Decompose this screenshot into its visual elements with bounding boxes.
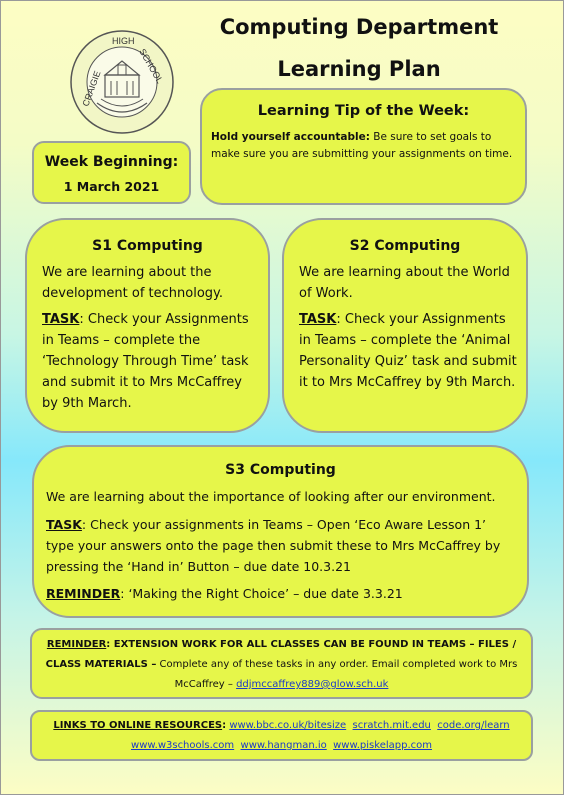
extension-reminder-box [30, 628, 533, 699]
s1-task-text: : Check your Assignments in Teams – complete the ‘Technology Through Time’ task and submit it to Mrs McCaffrey by 9th March. [42, 312, 249, 411]
learning-tip-heading: Learning Tip of the Week: [257, 103, 470, 119]
link-scratch[interactable]: scratch.mit.edu [352, 720, 431, 731]
learning-tip-body: Be sure to set goals to make sure you are submitting your assignments on time. [211, 131, 513, 160]
extension-reminder-text [40, 635, 523, 695]
s2-intro: We are learning about the World of Work. [299, 265, 510, 301]
s2-task [299, 309, 518, 393]
s1-intro: We are learning about the development of technology. [42, 265, 224, 301]
online-resources-box [30, 710, 533, 761]
learning-tip-box [200, 88, 527, 205]
link-piskelapp[interactable]: www.piskelapp.com [333, 740, 432, 751]
s2-heading: S2 Computing [349, 238, 461, 254]
extension-reminder-caps: : EXTENSION WORK FOR ALL CLASSES CAN BE FOUND IN TEAMS – FILES / CLASS MATERIALS – [45, 639, 517, 670]
crest-text-top: HIGH [112, 36, 135, 46]
s3-reminder-text: : ‘Making the Right Choice’ – due date 3.3.21 [120, 586, 403, 601]
s1-heading: S1 Computing [92, 238, 203, 254]
s3-task-label: TASK [46, 517, 82, 532]
page-subtitle: Learning Plan [277, 57, 441, 81]
s1-computing-box [25, 218, 270, 433]
email-link[interactable]: ddjmccaffrey889@glow.sch.uk [236, 679, 389, 690]
s2-task-text: : Check your Assignments in Teams – complete the ‘Animal Personality Quiz’ task and submit it to Mrs McCaffrey by 9th March. [299, 312, 517, 390]
link-bbc-bitesize[interactable]: www.bbc.co.uk/bitesize [229, 720, 347, 731]
week-beginning-box [32, 141, 191, 204]
s1-task [42, 309, 260, 414]
crest-text-left: CRAIGIE [80, 69, 103, 108]
s2-computing-box [282, 218, 528, 433]
extension-reminder-body: Complete any of these tasks in any order. Email completed work to Mrs McCaffrey – [156, 659, 518, 690]
online-resources-label: LINKS TO ONLINE RESOURCES [53, 720, 223, 731]
online-resources-colon: : [222, 720, 227, 731]
s3-reminder [46, 583, 517, 604]
s3-task-text: : Check your assignments in Teams – Open ‘Eco Aware Lesson 1’ type your answers onto the page then submit these to Mrs McCaffrey by pressing the ‘Hand in’ Button – due date 10.3.21 [46, 517, 501, 574]
school-crest-logo [69, 29, 175, 135]
s3-computing-box [32, 445, 529, 618]
link-code-org[interactable]: code.org/learn [437, 720, 510, 731]
extension-reminder-label: REMINDER [46, 639, 107, 650]
week-date: 1 March 2021 [63, 179, 160, 194]
learning-tip-text [211, 129, 517, 163]
s3-heading: S3 Computing [225, 462, 336, 478]
s1-task-label: TASK [42, 312, 80, 327]
s3-intro: We are learning about the importance of looking after our environment. [46, 489, 496, 504]
s2-task-label: TASK [299, 312, 337, 327]
learning-tip-lead: Hold yourself accountable: [211, 131, 370, 143]
week-label: Week Beginning: [44, 154, 179, 170]
link-hangman[interactable]: www.hangman.io [240, 740, 327, 751]
crest-text-right: SCHOOL [137, 47, 165, 85]
s3-task [46, 514, 517, 577]
page-title: Computing Department [219, 15, 499, 39]
online-resources-text [38, 716, 525, 756]
link-w3schools[interactable]: www.w3schools.com [131, 740, 235, 751]
s3-reminder-label: REMINDER [46, 586, 121, 601]
